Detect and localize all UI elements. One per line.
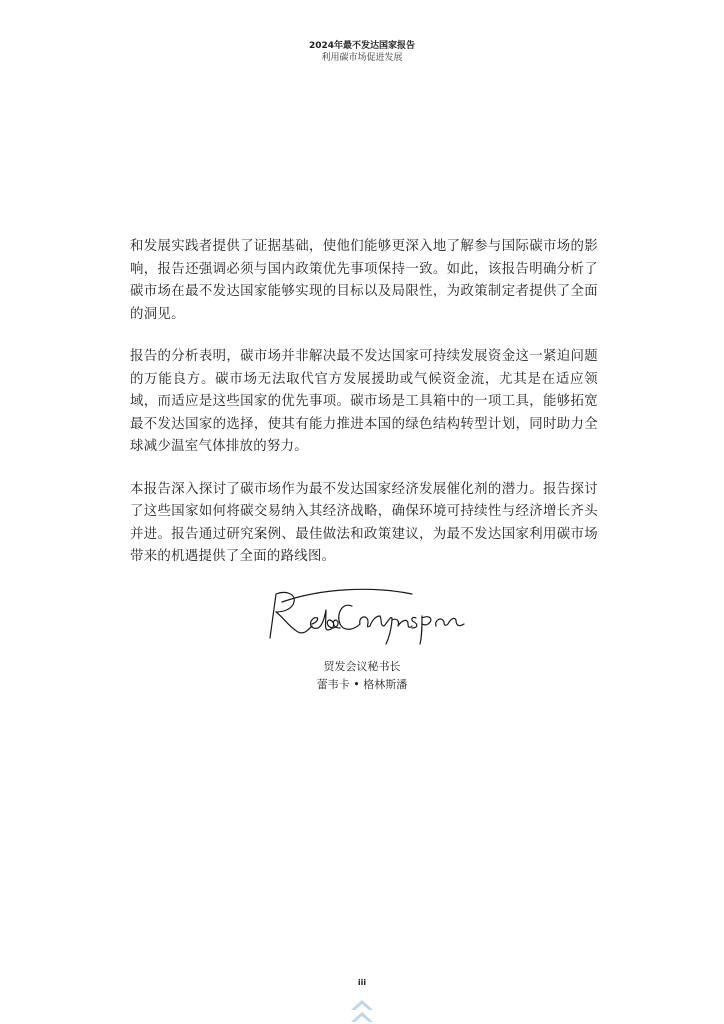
foreword-body — [130, 236, 598, 589]
signatory-block — [0, 658, 724, 694]
report-subtitle: 利用碳市场促进发展 — [321, 53, 403, 63]
page-header — [0, 40, 724, 64]
handwritten-signature — [252, 580, 472, 655]
paragraph-2: 报告的分析表明，碳市场并非解决最不发达国家可持续发展资金这一紧迫问题的万能良方。碳市场无法取代官方发展援助或气候资金流，尤其是在适应领域，而适应是这些国家的优先事项。碳市场是工具箱中的一项工具，能够拓宽最不发达国家的选择，使其有能力推进本国的绿色结构转型计划，同时助力全球减少温室气体排放的努力。 — [130, 349, 598, 454]
signatory-name: 蕾韦卡 • 格林斯潘 — [316, 678, 408, 691]
double-chevron-up-icon[interactable] — [347, 996, 377, 1024]
page-number: iii — [357, 978, 367, 987]
paragraph-1: 和发展实践者提供了证据基础，使他们能够更深入地了解参与国际碳市场的影响，报告还强调必须与国内政策优先事项保持一致。如此，该报告明确分析了碳市场在最不发达国家能够实现的目标以及局限性，为政策制定者提供了全面的洞见。 — [130, 239, 598, 322]
report-title: 2024年最不发达国家报告 — [308, 41, 416, 51]
signatory-role: 贸发会议秘书长 — [323, 660, 401, 673]
paragraph-3: 本报告深入探讨了碳市场作为最不发达国家经济发展催化剂的潜力。报告探讨了这些国家如何将碳交易纳入其经济战略，确保环境可持续性与经济增长齐头并进。报告通过研究案例、最佳做法和政策建议，为最不发达国家利用碳市场带来的机遇提供了全面的路线图。 — [130, 481, 598, 564]
